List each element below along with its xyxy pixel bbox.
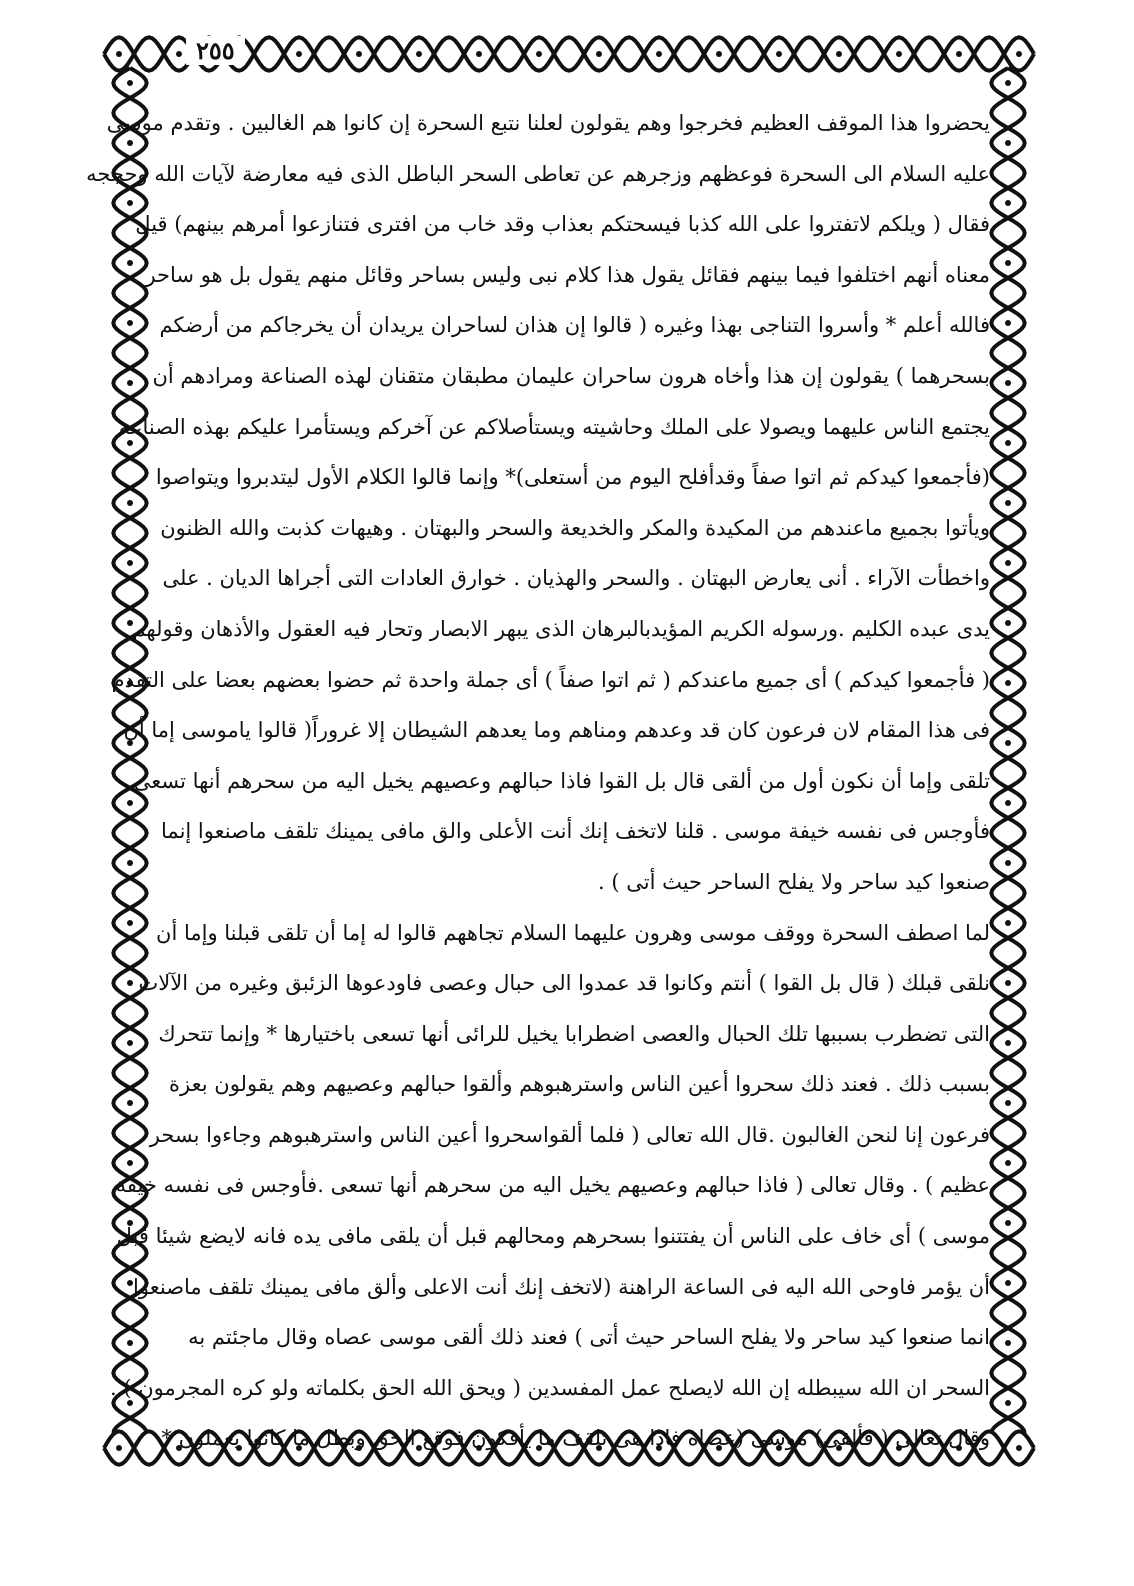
text-line: يجتمع الناس عليهما ويصولا على الملك وحاشيته ويستأصلاكم عن آخركم ويستأمرا عليكم بهذه الصناعة [118,414,990,439]
text-line: ( فأجمعوا كيدكم ) أى جميع ماعندكم ( ثم اتوا صفاً ) أى جملة واحدة ثم حضوا بعضهم بعضا على التقدم [111,667,990,692]
text-line: يدى عبده الكليم .ورسوله الكريم المؤيدبالبرهان الذى يبهر الابصار وتحار فيه العقول والأذهان وقولهم [132,616,990,641]
text-line: نلقى قبلك ( قال بل القوا ) أنتم وكانوا قد عمدوا الى حبال وعصى فاودعوها الزئبق وغيره من الآلات [138,971,990,996]
text-line: فرعون إنا لنحن الغالبون .قال الله تعالى ( فلما ألقواسحروا أعين الناس واسترهبوهم وجاءوا بسحر [149,1122,990,1147]
text-line: بسحرهما ) يقولون إن هذا وأخاه هرون ساحران عليمان مطبقان متقنان لهذه الصناعة ومرادهم أن [152,363,990,388]
text-line: صنعوا كيد ساحر ولا يفلح الساحر حيث أتى ) . [598,869,990,894]
text-line: ويأتوا بجميع ماعندهم من المكيدة والمكر والخديعة والسحر والبهتان . وهيهات كذبت والله الظنون [160,515,990,540]
text-line: انما صنعوا كيد ساحر ولا يفلح الساحر حيث أتى ) فعند ذلك ألقى موسى عصاه وقال ماجئتم به [188,1325,990,1350]
text-line: عليه السلام الى السحرة فوعظهم وزجرهم عن تعاطى السحر الباطل الذى فيه معارضة لآيات الله وحججه [86,161,990,186]
text-line: موسى ) أى خاف على الناس أن يفتتنوا بسحرهم ومحالهم قبل أن يلقى مافى يده فانه لايضع شيئا قبل [116,1224,990,1249]
text-line: (فأجمعوا كيدكم ثم اتوا صفاً وقدأفلح اليوم من أستعلى)* وإنما قالوا الكلام الأول ليتدبروا ويتواصوا [155,465,990,490]
text-line: معناه أنهم اختلفوا فيما بينهم فقائل يقول هذا كلام نبى وليس بساحر وقائل منهم يقول بل هو ساحر [145,262,990,287]
text-line: فأوجس فى نفسه خيفة موسى . قلنا لاتخف إنك أنت الأعلى والق مافى يمينك تلقف ماصنعوا إنما [161,819,990,844]
text-line: لما اصطف السحرة ووقف موسى وهرون عليهما السلام تجاههم قالوا له إما أن تلقى قبلنا وإما أن [156,920,990,945]
text-line: يحضروا هذا الموقف العظيم فخرجوا وهم يقولون لعلنا نتبع السحرة إن كانوا هم الغالبين . وتقدم موسى [106,111,990,135]
page-number: ٢٥٥ [186,36,245,65]
text-line: واخطأت الآراء . أنى يعارض البهتان . والسحر والهذيان . خوارق العادات التى أجراها الديان . على [162,566,990,591]
text-line: بسبب ذلك . فعند ذلك سحروا أعين الناس واسترهبوهم وألقوا حبالهم وعصيهم وهم يقولون بعزة [169,1072,990,1097]
page-body-text [86,98,990,1468]
text-line: التى تضطرب بسببها تلك الحبال والعصى اضطرابا يخيل للرائى أنها تسعى باختيارها * وإنما تتحرك [158,1021,990,1046]
text-line: فقال ( ويلكم لاتفتروا على الله كذبا فيسحتكم بعذاب وقد خاب من افترى فتنازعوا أمرهم بينهم) قيل [135,212,990,237]
text-line: فى هذا المقام لان فرعون كان قد وعدهم ومناهم وما يعدهم الشيطان إلا غروراً( قالوا ياموسى إما أن [123,718,990,743]
text-line: تلقى وإما أن نكون أول من ألقى قال بل القوا فاذا حبالهم وعصيهم يخيل اليه من سحرهم أنها تسعى [133,768,990,793]
text-line: عظيم ) . وقال تعالى ( فاذا حبالهم وعصيهم يخيل اليه من سحرهم أنها تسعى .فأوجس فى نفسه خيفة [115,1173,990,1198]
text-line: فالله أعلم * وأسروا التناجى بهذا وغيره ( قالوا إن هذان لساحران يريدان أن يخرجاكم من أرضكم [159,313,990,338]
text-line: أن يؤمر فاوحى الله اليه فى الساعة الراهنة (لاتخف إنك أنت الاعلى وألق مافى يمينك تلقف ماصنعوا [133,1274,990,1299]
text-line: السحر ان الله سيبطله إن الله لايصلح عمل المفسدين ( ويحق الله الحق بكلماته ولو كره المجرمون ) . [110,1375,990,1400]
text-line: وقال تعالى ( فألقى) موسى (عصاه فاذا هى تلقف ما يأفكون فوقع الحق وبطل ما كانوا يعملون * [161,1426,990,1451]
